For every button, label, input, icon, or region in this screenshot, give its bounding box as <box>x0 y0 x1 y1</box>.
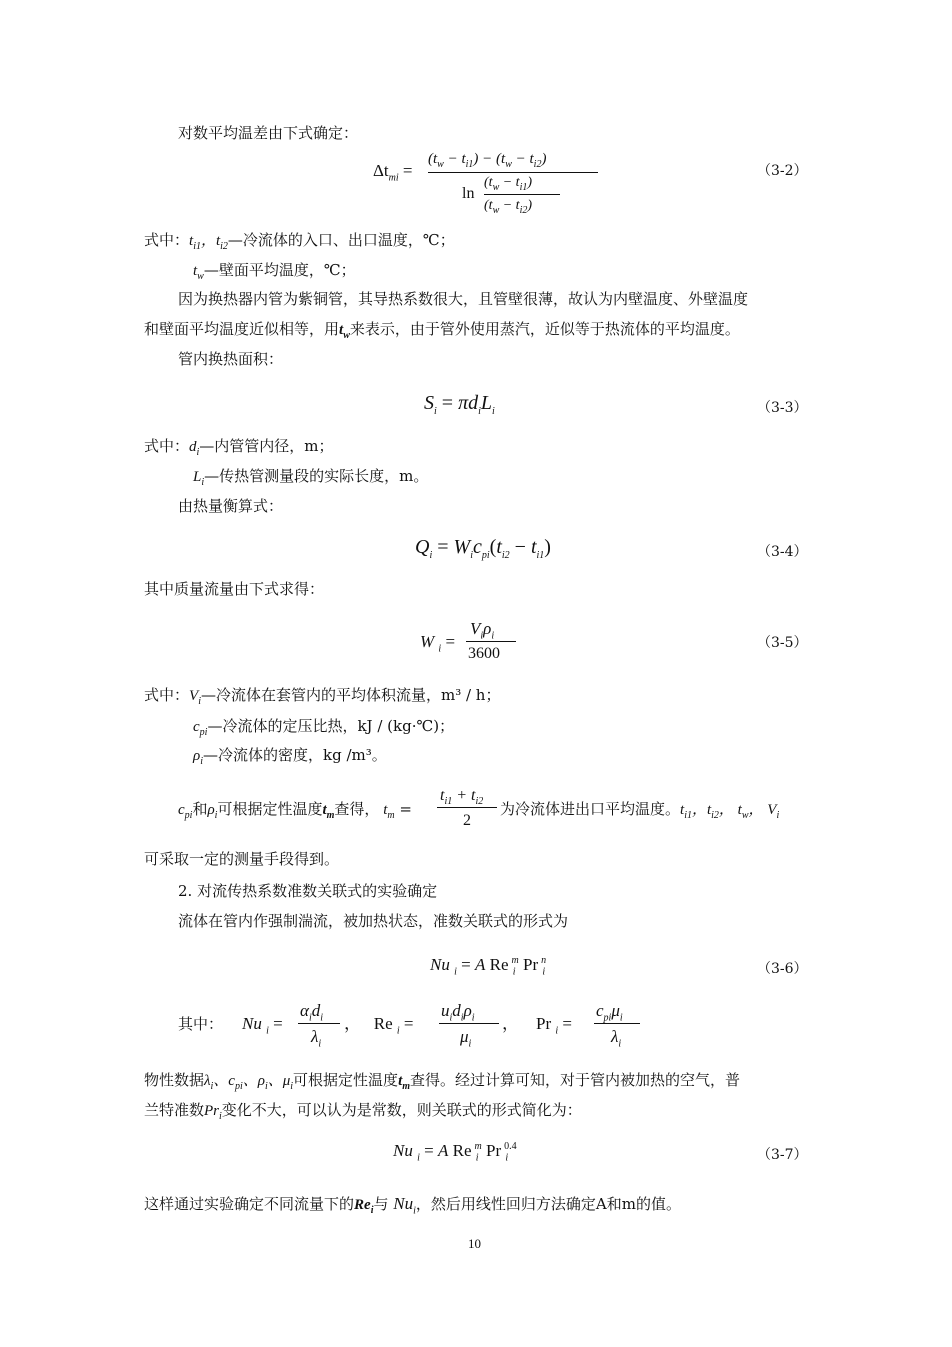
re-definition-num: $u_id_i\rho_i$ <box>441 1001 475 1024</box>
definition-rhoi: $\rho_i—$冷流体的密度，kg /m³。 <box>193 746 387 767</box>
paragraph-3-line-2: 兰特准数$Pr_i$变化不大，可以认为是常数，则关联式的形式简化为： <box>144 1101 582 1122</box>
eq-3-2-numerator: $(t_w - t_{i1}) - (t_w - t_{i2})$ <box>428 151 547 170</box>
paragraph-1-line-1: 因为换热器内管为紫铜管，其导热系数很大，且管壁很薄，故认为内壁温度、外壁温度 <box>178 290 749 308</box>
equation-3-5-bar <box>466 641 516 642</box>
eq-3-2-fraction-bar <box>428 172 598 173</box>
eq-3-2-lhs: Δt <box>373 161 389 180</box>
eq-3-2-inner-num: $(t_w - t_{i1})$ <box>484 175 533 193</box>
paragraph-3-line-1: 物性数据$\lambda_i$、$c_{pi}$、$\rho_i$、$\mu_i$可根据定性温度$t_m$查得。经过计算可知，对于管内被加热的空气，普 <box>144 1071 741 1092</box>
definition-tw: $t_w—$壁面平均温度，℃； <box>193 261 356 282</box>
final-line: 这样通过实验确定不同流量下的$Re_i$与 $Nu_i$，然后用线性回归方法确定A和m的值。 <box>144 1194 681 1217</box>
eq-3-2-number: （3-2） <box>757 163 808 179</box>
equation-3-4: $Q_i = W_ic_{pi}(t_{i2} - t_{i1})$ <box>415 536 551 561</box>
definition-cpi: $c_{pi}—$冷流体的定压比热，kJ / (kg·℃)； <box>193 717 455 738</box>
where-label: 其中： <box>178 1015 224 1033</box>
nu-definition-num: $\alpha_id_i$ <box>300 1001 323 1024</box>
equation-3-5-lhs: W $_i$ = <box>420 632 456 655</box>
eq-3-4-number: （3-4） <box>757 544 808 560</box>
pr-definition-bar <box>594 1023 640 1024</box>
area-intro: 管内换热面积： <box>178 350 284 368</box>
eq-3-2-ln: ln <box>462 185 475 202</box>
re-definition-lhs: ， Re $_i$ = <box>344 1014 414 1037</box>
tm-denominator: 2 <box>463 812 471 829</box>
paragraph-1-line-2: 和壁面平均温度近似相等，用$t_w$来表示，由于管外使用蒸汽，近似等于热流体的平均温度。 <box>144 320 740 341</box>
pr-definition-den: $\lambda_i$ <box>611 1027 622 1050</box>
page-number: 10 <box>468 1236 481 1251</box>
pr-definition-lhs: ， Pr $_i$ = <box>502 1014 572 1037</box>
eq-3-6-number: （3-6） <box>757 961 808 977</box>
equation-3-7: Nu $_i$ = A Re $_i^m$ Pr $_i^{0.4}$ <box>393 1141 517 1164</box>
definition-di: 式中：$d_i—$内管管内径，m； <box>144 437 334 458</box>
nu-definition-lhs: Nu $_i$ = <box>242 1014 283 1037</box>
property-line-end: 可采取一定的测量手段得到。 <box>144 850 340 868</box>
equation-3-3: $S_i = \pi d_iL_i$ <box>424 392 495 417</box>
equation-3-6: Nu $_i$ = A Re $_i^m$ Pr $_i^n$ <box>430 955 547 978</box>
definition-Vi: 式中：$V_i—$冷流体在套管内的平均体积流量，m³ / h； <box>144 686 501 707</box>
property-line: $c_{pi}$和$\rho_i$可根据定性温度$t_m$查得， $t_m$ = <box>178 800 412 821</box>
definition-t-inlet-outlet: 式中：$t_{i1}$，$t_{i2}—$冷流体的入口、出口温度，℃； <box>144 231 455 252</box>
massflow-intro: 其中质量流量由下式求得： <box>144 580 325 598</box>
equation-3-5-denominator: 3600 <box>468 645 500 662</box>
section-2-heading: 2. 对流传热系数准数关联式的实验确定 <box>178 882 438 900</box>
nu-definition-den: $\lambda_i$ <box>311 1027 322 1050</box>
definition-Li: $L_i—$传热管测量段的实际长度，m。 <box>193 467 429 488</box>
pr-definition-num: $c_{pi}\mu_i$ <box>596 1001 623 1024</box>
property-line-tail: 为冷流体进出口平均温度。$t_{i1}$，$t_{i2}$， $t_w$， $V_i$ <box>500 800 780 821</box>
tm-numerator: $t_{i1} + t_{i2}$ <box>440 787 484 808</box>
equation-3-5-numerator: $V_i\rho_i$ <box>470 619 495 642</box>
paragraph-2: 流体在管内作强制湍流，被加热状态，准数关联式的形式为 <box>178 912 569 930</box>
eq-3-7-number: （3-7） <box>757 1147 808 1163</box>
eq-3-5-number: （3-5） <box>757 635 808 651</box>
intro-lmtd: 对数平均温差由下式确定： <box>178 124 359 142</box>
eq-3-3-number: （3-3） <box>757 400 808 416</box>
eq-3-2-inner-den: $(t_w - t_{i2})$ <box>484 198 533 216</box>
tm-fraction-bar <box>437 807 497 808</box>
eq-3-2-inner-bar <box>484 194 560 195</box>
nu-definition-bar <box>298 1023 340 1024</box>
heat-balance-intro: 由热量衡算式： <box>178 497 284 515</box>
re-definition-bar <box>439 1023 499 1024</box>
re-definition-den: $\mu_i$ <box>460 1027 472 1050</box>
